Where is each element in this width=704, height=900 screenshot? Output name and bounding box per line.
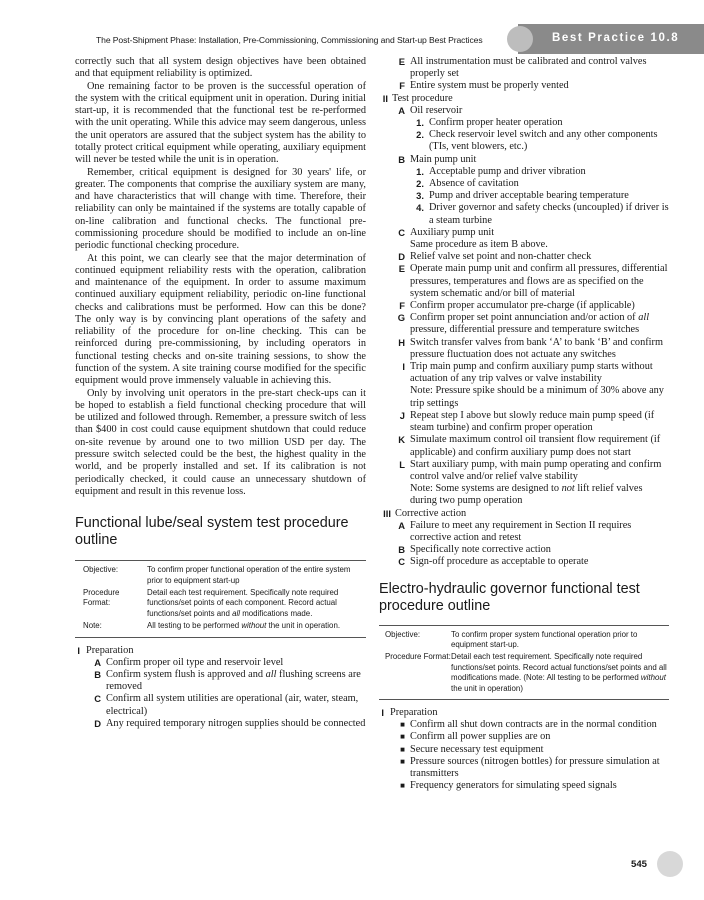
procedure-row <box>83 588 366 619</box>
square-bullet-icon: ■ <box>400 720 405 730</box>
list-item: F Confirm proper accumulator pre-charge (if applicable) <box>399 300 635 312</box>
list-item: 4. Driver governor and safety checks (uncoupled) if driver is a steam turbine <box>416 202 669 226</box>
list-item: D Any required temporary nitrogen supplies should be connected <box>94 717 366 729</box>
list-item: E Operate main pump unit and confirm all pressures, differential pressures, temperatures and flows are as specified on the system schematic and/or bill of material <box>398 263 668 299</box>
procedure-value: Detail each test requirement. Specifically note required functions/set points of each component. Record actual functions/set points and all modifications made. <box>147 587 339 618</box>
list-item: C Auxiliary pump unit <box>398 226 495 238</box>
list-item: D Relief valve set point and non-chatter check <box>398 251 592 263</box>
bullet-item: ■ Pressure sources (nitrogen bottles) for pressure simulation at transmitters <box>379 756 669 780</box>
bullet-item: ■ Secure necessary test equipment <box>379 744 669 756</box>
list-item: J Repeat step I above but slowly reduce main pump speed (if steam turbine) and confirm proper operation <box>399 409 655 434</box>
list-item: 1. Confirm proper heater operation <box>416 117 563 129</box>
list-item-note: Same procedure as item B above. <box>410 239 548 251</box>
objective-label: Objective: <box>385 629 421 639</box>
bullet-item: ■ Confirm all power supplies are on <box>379 731 669 743</box>
square-bullet-icon: ■ <box>400 756 405 766</box>
header-tab-circle <box>507 26 533 52</box>
paragraph: Remember, critical equipment is designed for 30 years' life, or greater. The components that comprise the auxiliary system are many, and have characteristics that will change with time. Therefore, their reliability can only be maintained if the systems are totally capable of on-line calibration and functional checks. The functional pre-commissioning procedure should be modified to include an on-line periodic functional checking procedure. <box>75 166 366 252</box>
objective-label: Objective: <box>83 565 119 575</box>
list-item: F Entire system must be properly vented <box>399 80 569 92</box>
left-column <box>75 56 366 730</box>
best-practice-label: Best Practice 10.8 <box>552 32 680 44</box>
note-label: Note: <box>83 621 102 631</box>
list-item: B Specifically note corrective action <box>398 544 551 556</box>
list-item: K Simulate maximum control oil transient flow requirement (if applicable) and confirm auxiliary pump does not start <box>398 434 661 458</box>
page-number-circle <box>657 851 683 877</box>
bullet-item: ■ Confirm all shut down contracts are in the normal condition <box>379 719 669 731</box>
paragraph: correctly such that all system design objectives have been obtained and that equipment reliability is optimized. <box>75 56 366 80</box>
list-item: II Test procedure <box>382 92 453 104</box>
section-heading-electro-hydraulic: Electro-hydraulic governor functional test procedure outline <box>379 580 640 614</box>
list-item: 2. Absence of cavitation <box>416 178 519 190</box>
objective-box <box>75 560 366 637</box>
note-value: All testing to be performed without the unit in operation. <box>147 621 341 631</box>
objective-box <box>379 625 669 700</box>
objective-value: To confirm proper functional operation of the entire system prior to equipment start-up <box>147 565 351 585</box>
paragraph: Only by involving unit operators in the pre-start check-ups can it be hoped to establish a field functional checking procedure that will be utilized and followed through. Remember, a pressure switch of less than $400 in cost could cause equipment shutdown that could reduce on-site revenue by around one to two million USD per day. The pressure switch selected could be the best, the highest quality in the world, and be properly installed and set. If its calibration is not periodically checked, it could cause an unnecessary shutdown of equipment and result in this revenue loss. <box>75 387 366 497</box>
governor-outline <box>379 707 669 792</box>
list-item: I Trip main pump and confirm auxiliary pump starts without actuation of any trip valves or valve instability Note: Pressure spike should be a minimum of 30% above any trip settings <box>402 361 664 409</box>
list-item: 1. Acceptable pump and driver vibration <box>416 165 586 177</box>
section-heading-lube-seal: Functional lube/seal system test procedure outline <box>75 515 349 549</box>
lube-outline-continued <box>379 56 669 569</box>
note-row <box>83 621 366 631</box>
list-item: L Start auxiliary pump, with main pump operating and confirm control valve and/or relief valve stability Note: Some systems are designed to not lift relief valves during two pump operation <box>399 458 662 507</box>
list-item: E All instrumentation must be calibrated and control valves properly set <box>398 56 647 80</box>
running-header-title: The Post-Shipment Phase: Installation, Pre-Commissioning, Commissioning and Start-up Best Practices <box>96 35 483 45</box>
list-item: G Confirm proper set point annunciation and/or action of all pressure, differential pressure and temperature switches <box>397 312 650 336</box>
square-bullet-icon: ■ <box>400 732 405 742</box>
list-item: 3. Pump and driver acceptable bearing temperature <box>416 190 629 202</box>
objective-row <box>83 565 366 586</box>
objective-row <box>385 630 669 651</box>
list-item: A Confirm proper oil type and reservoir level <box>94 656 284 668</box>
list-item: I Preparation <box>381 706 438 718</box>
list-item: A Failure to meet any requirement in Section II requires corrective action and retest <box>398 519 632 543</box>
square-bullet-icon: ■ <box>400 744 405 754</box>
procedure-label: Procedure Format: <box>385 652 451 662</box>
list-item: A Oil reservoir <box>398 104 463 116</box>
list-item: C Confirm all system utilities are operational (air, water, steam, electrical) <box>94 693 359 717</box>
paragraph: One remaining factor to be proven is the successful operation of the system with the critical equipment unit in operation. During initial start-up, it is recommended that the functional test be re-performed with the unit operating. While this advice may seem dangerous, unless the unit operators are assured that the subject system has the ability to totally protect critical equipment while operating, auxiliary equipment will never be tested while the unit is in operation. <box>75 80 366 166</box>
paragraph: At this point, we can clearly see that the major determination of continued equipment reliability rests with the operation, calibration and maintenance of the equipment. In order to assume maximum continued auxiliary equipment reliability, periodic on-line functional checks and calibrations must be performed. How can this be done? The only way is by convincing plant operations of the safety and reliability of the procedure for on-line checking. This can be reinforced during pre-commissioning, by including operators in functional testing checks and on-site training sessions, to show the function of the system. A site training course modified for the specific equipment would prove immensely valuable in achieving this. <box>75 252 366 387</box>
list-item: B Confirm system flush is approved and all flushing screens are removed <box>94 668 361 693</box>
list-item: C Sign-off procedure as acceptable to operate <box>398 556 589 568</box>
page-number: 545 <box>631 859 648 870</box>
square-bullet-icon: ■ <box>400 781 405 791</box>
list-item: H Switch transfer valves from bank ‘A’ to bank ‘B’ and confirm pressure fluctuation does not actuate any switches <box>398 336 663 360</box>
list-item: B Main pump unit <box>398 153 477 165</box>
list-item: III Corrective action <box>383 507 467 519</box>
procedure-row <box>385 652 669 694</box>
objective-value: To confirm proper system functional operation prior to equipment start-up. <box>451 629 638 649</box>
lube-outline <box>75 645 366 730</box>
bullet-item: ■ Frequency generators for simulating speed signals <box>379 780 669 792</box>
procedure-value: Detail each test requirement. Specifically note required functions/set points. Record actual functions/set points and all modifications made. (Note: All testing to be performed without the unit in operation) <box>451 652 667 693</box>
procedure-label: Procedure Format: <box>83 587 120 608</box>
right-column <box>379 56 669 792</box>
list-item: 2. Check reservoir level switch and any other components (TIs, vent blowers, etc.) <box>416 129 658 153</box>
list-item: I Preparation <box>77 644 134 656</box>
